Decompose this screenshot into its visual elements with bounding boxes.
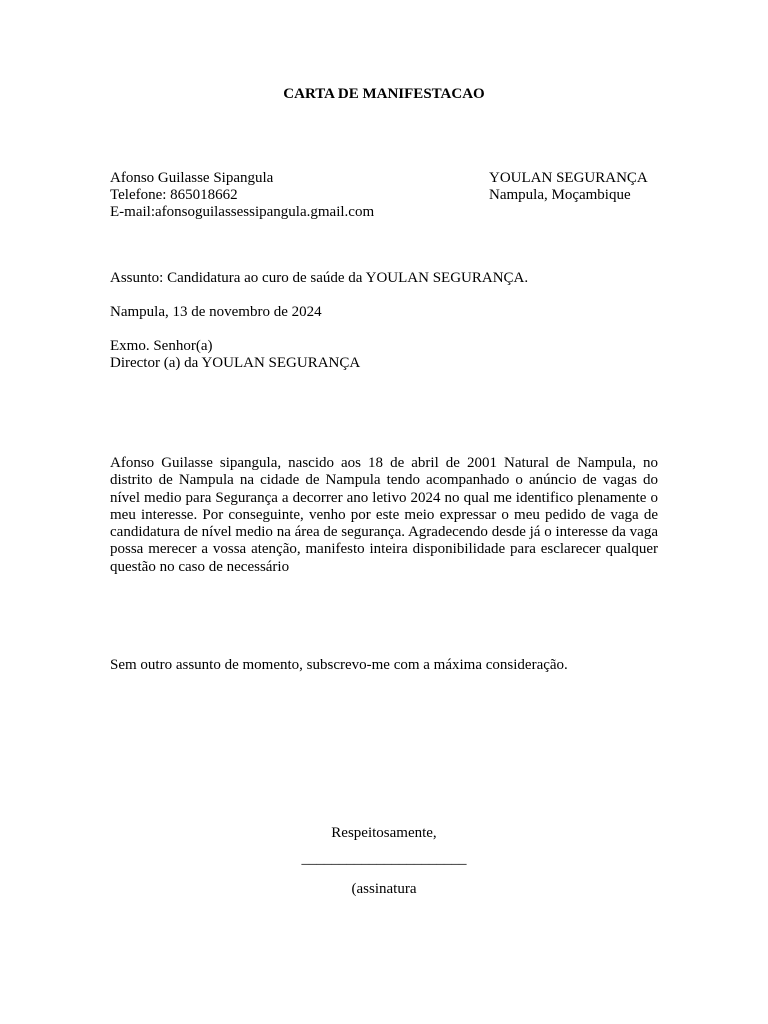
addressee-salutation: Exmo. Senhor(a) bbox=[110, 338, 213, 354]
letter-body: Afonso Guilasse sipangula, nascido aos 18 de abril de 2001 Natural de Nampula, no distrito de Nampula na cidade de Nampula tendo acompanhado o anúncio de vagas do nível medio para Segurança a decorrer ano letivo 2024 no qual me identifico plenamente o meu interesse. Por conseguinte, venho por este meio expressar o meu pedido de vaga de candidatura de nível medio na área de segurança. Agradecendo desde já o interesse da vaga possa merecer a vossa atenção, manifesto inteira disponibilidade para esclarecer qualquer questão no caso de necessário bbox=[110, 455, 658, 575]
sender-email: E-mail:afonsoguilassessipangula.gmail.com bbox=[110, 204, 375, 220]
letter-date: Nampula, 13 de novembro de 2024 bbox=[110, 304, 322, 320]
sender-phone: Telefone: 865018662 bbox=[110, 187, 238, 203]
addressee-block bbox=[110, 338, 670, 372]
sender-block bbox=[110, 170, 430, 221]
recipient-organization: YOULAN SEGURANÇA bbox=[489, 170, 648, 186]
addressee-position: Director (a) da YOULAN SEGURANÇA bbox=[110, 355, 361, 371]
letter-regards: Respeitosamente, bbox=[331, 825, 437, 841]
recipient-location: Nampula, Moçambique bbox=[489, 187, 631, 203]
recipient-block bbox=[489, 170, 709, 204]
letter-subject: Assunto: Candidatura ao curo de saúde da YOULAN SEGURANÇA. bbox=[110, 270, 529, 286]
signature-line: ______________________ bbox=[301, 851, 467, 867]
letter-closing: Sem outro assunto de momento, subscrevo-me com a máxima consideração. bbox=[110, 657, 568, 673]
letter-title: CARTA DE MANIFESTACAO bbox=[283, 86, 485, 102]
signature-caption: (assinatura bbox=[351, 881, 417, 897]
sender-name: Afonso Guilasse Sipangula bbox=[110, 170, 274, 186]
